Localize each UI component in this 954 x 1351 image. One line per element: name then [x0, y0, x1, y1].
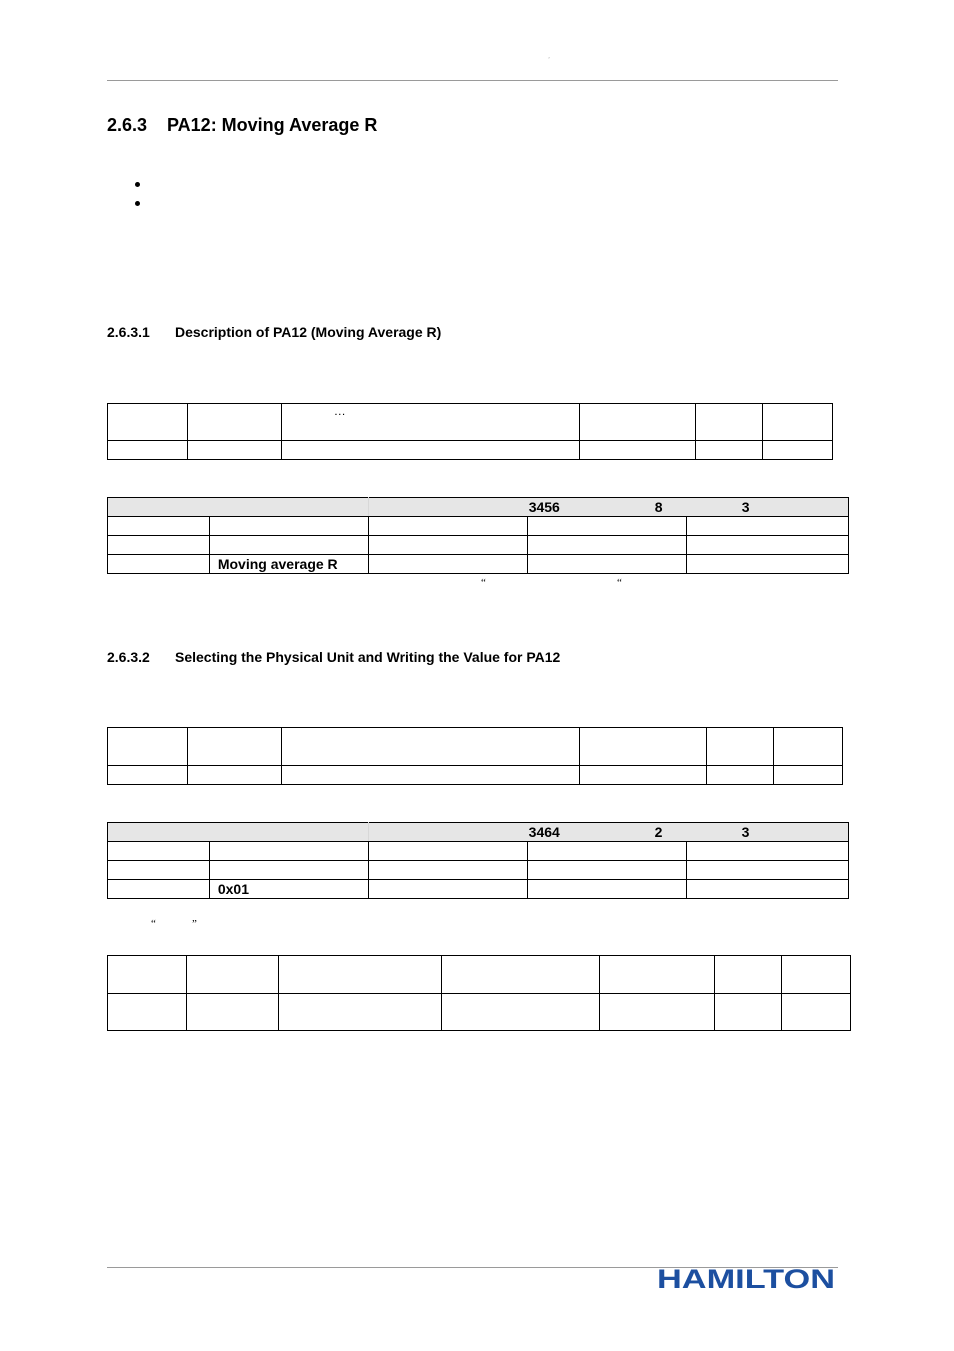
- ellipsis-cell: …: [281, 404, 580, 441]
- table-row: [108, 823, 849, 842]
- table-row: [108, 555, 849, 574]
- table-row: [108, 880, 849, 899]
- section-title: PA12: Moving Average R: [167, 115, 378, 135]
- table-row: [108, 536, 849, 555]
- command-table-2: [107, 727, 843, 785]
- subsection-heading-1: [107, 324, 441, 340]
- quote-close: ”: [192, 918, 197, 930]
- register-function: 3: [741, 823, 750, 840]
- register-name: Moving average R: [209, 555, 368, 574]
- table-row: [108, 842, 849, 861]
- header-rule: [107, 80, 838, 81]
- table-row: [108, 728, 843, 766]
- table-row: [108, 766, 843, 785]
- subsection-number: 2.6.3.1: [107, 324, 150, 340]
- register-table-2: [107, 822, 849, 899]
- table-row: [108, 441, 833, 460]
- hamilton-logo: [657, 1265, 837, 1293]
- table-row: [108, 498, 849, 517]
- register-count: 2: [654, 823, 663, 840]
- register-table-1: [107, 497, 849, 574]
- register-function: 3: [741, 498, 750, 515]
- register-address: 3456: [528, 498, 560, 515]
- section-heading: [107, 115, 377, 136]
- command-table-3: [107, 955, 851, 1031]
- quote-open: “: [151, 918, 156, 930]
- subsection-title: Description of PA12 (Moving Average R): [175, 324, 442, 340]
- table-row: [108, 404, 833, 441]
- subsection-title: Selecting the Physical Unit and Writing the Value for PA12: [175, 649, 561, 665]
- brand-logo-text: HAMILTON: [657, 1265, 835, 1293]
- table-row: [108, 956, 851, 994]
- register-address: 3464: [528, 823, 560, 840]
- quote-open: “: [481, 577, 486, 589]
- command-table-1: [107, 403, 833, 460]
- table-row: [108, 861, 849, 880]
- subsection-heading-2: [107, 649, 560, 665]
- table-row: [108, 517, 849, 536]
- header-mark: ʾ: [548, 58, 550, 64]
- subsection-number: 2.6.3.2: [107, 649, 150, 665]
- quote-close: “: [617, 577, 622, 589]
- table-row: [108, 994, 851, 1031]
- register-count: 8: [654, 498, 663, 515]
- section-number: 2.6.3: [107, 115, 148, 135]
- register-value: 0x01: [209, 880, 368, 899]
